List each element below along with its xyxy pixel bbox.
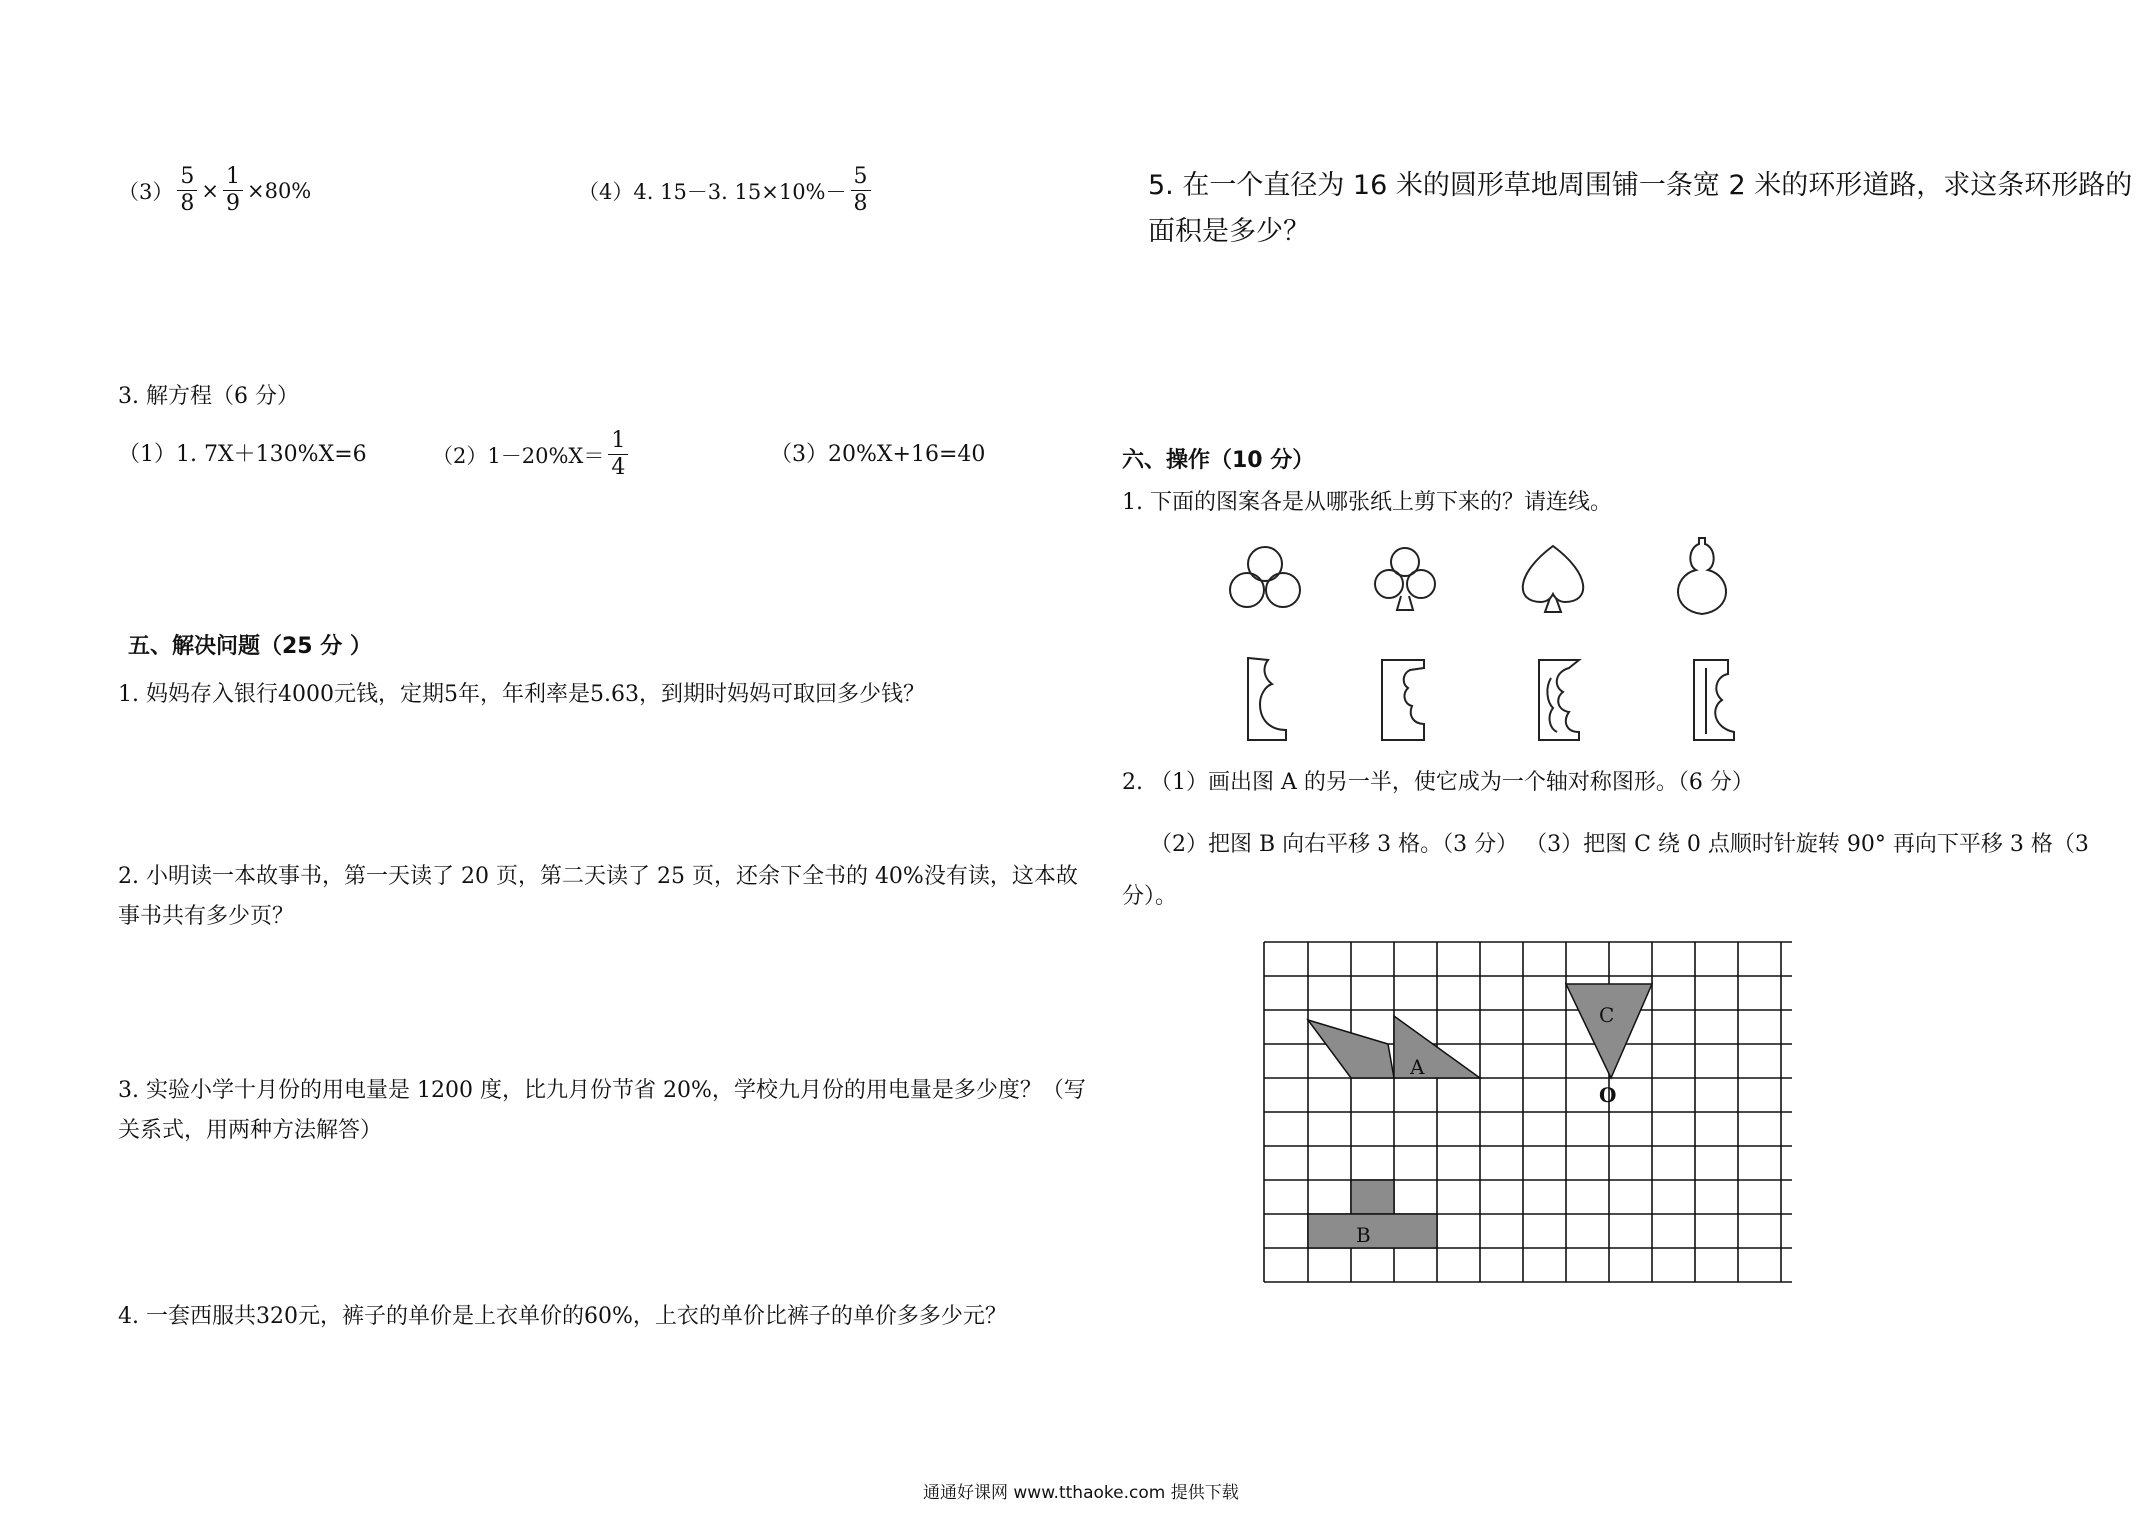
problem-3-line-2: 关系式，用两种方法解答） <box>118 1118 383 1143</box>
calc-4-label: （4） <box>578 179 634 204</box>
gourd-icon <box>1678 538 1726 614</box>
problem-5-line-1: 5. 在一个直径为 16 米的圆形草地周围铺一条宽 2 米的环形道路，求这条环形路的 <box>1148 170 2133 201</box>
operation-1: 1. 下面的图案各是从哪张纸上剪下来的？请连线。 <box>1122 490 1612 515</box>
multiply-sign: × <box>201 178 219 203</box>
section-5-title: 五、解决问题（25 分 ） <box>128 634 372 659</box>
figure-c-label: C <box>1599 1003 1615 1027</box>
calc-item-3 <box>118 164 311 217</box>
calc-4-expr: 4. 15－3. 15×10%－ <box>633 179 847 204</box>
calc-item-4 <box>578 164 875 217</box>
problem-5-line-2: 面积是多少？ <box>1148 216 1310 247</box>
fraction-5-8-b: $\frac{5}{8}$ <box>851 164 871 217</box>
half-club-paper-icon <box>1382 660 1424 740</box>
equation-2-prefix: （2）1－20%X＝ <box>432 443 605 468</box>
figure-c <box>1566 984 1652 1078</box>
fraction-5-8: $\frac{5}{8}$ <box>177 164 197 217</box>
problem-2-line-1: 2. 小明读一本故事书，第一天读了 20 页，第二天读了 25 页，还余下全书的 40%没有读，这本故 <box>118 864 1078 889</box>
problem-3-line-1: 3. 实验小学十月份的用电量是 1200 度，比九月份节省 20%，学校九月份的用电量是多少度？（写 <box>118 1078 1086 1103</box>
figure-a <box>1308 1016 1480 1078</box>
half-trefoil-paper-icon <box>1248 658 1286 740</box>
cutout-shapes-row <box>1210 530 1750 630</box>
spade-icon <box>1523 546 1583 612</box>
transformation-grid <box>1262 940 1802 1290</box>
problem-1: 1. 妈妈存入银行4000元钱，定期5年，年利率是5.63，到期时妈妈可取回多少钱？ <box>118 682 925 707</box>
equation-2 <box>432 428 632 481</box>
half-spade-paper-icon <box>1539 660 1579 740</box>
equation-3: （3）20%X+16=40 <box>770 442 986 467</box>
equation-1: （1）1. 7X＋130%X=6 <box>118 442 367 467</box>
operation-2-line-3: 分）。 <box>1122 884 1178 909</box>
folded-paper-row <box>1210 650 1750 745</box>
section-6-title: 六、操作（10 分） <box>1122 448 1315 473</box>
club-icon <box>1375 548 1435 610</box>
trefoil-icon <box>1230 547 1300 607</box>
calc-3-tail: ×80% <box>246 178 312 203</box>
problem-4: 4. 一套西服共320元，裤子的单价是上衣单价的60%，上衣的单价比裤子的单价多多少元？ <box>118 1304 1007 1329</box>
problem-2-line-2: 事书共有多少页？ <box>118 904 295 929</box>
operation-2-line-1: 2. （1）画出图 A 的另一半，使它成为一个轴对称图形。（6 分） <box>1122 770 1754 795</box>
half-gourd-paper-icon <box>1694 660 1734 740</box>
fraction-1-4: $\frac{1}{4}$ <box>608 428 628 481</box>
figure-a-label: A <box>1410 1055 1425 1079</box>
operation-2-line-2: （2）把图 B 向右平移 3 格。（3 分） （3）把图 C 绕 0 点顺时针旋转 90° 再向下平移 3 格（3 <box>1150 832 2089 857</box>
page-footer: 通通好课网 www.tthaoke.com 提供下载 <box>923 1483 1239 1503</box>
rotation-point-o-label: O <box>1599 1083 1617 1107</box>
calc-3-label: （3） <box>118 179 174 204</box>
figure-b-label: B <box>1356 1223 1371 1247</box>
fraction-1-9: $\frac{1}{9}$ <box>223 164 243 217</box>
figure-b <box>1308 1180 1437 1248</box>
equation-section-title: 3. 解方程（6 分） <box>118 384 299 409</box>
